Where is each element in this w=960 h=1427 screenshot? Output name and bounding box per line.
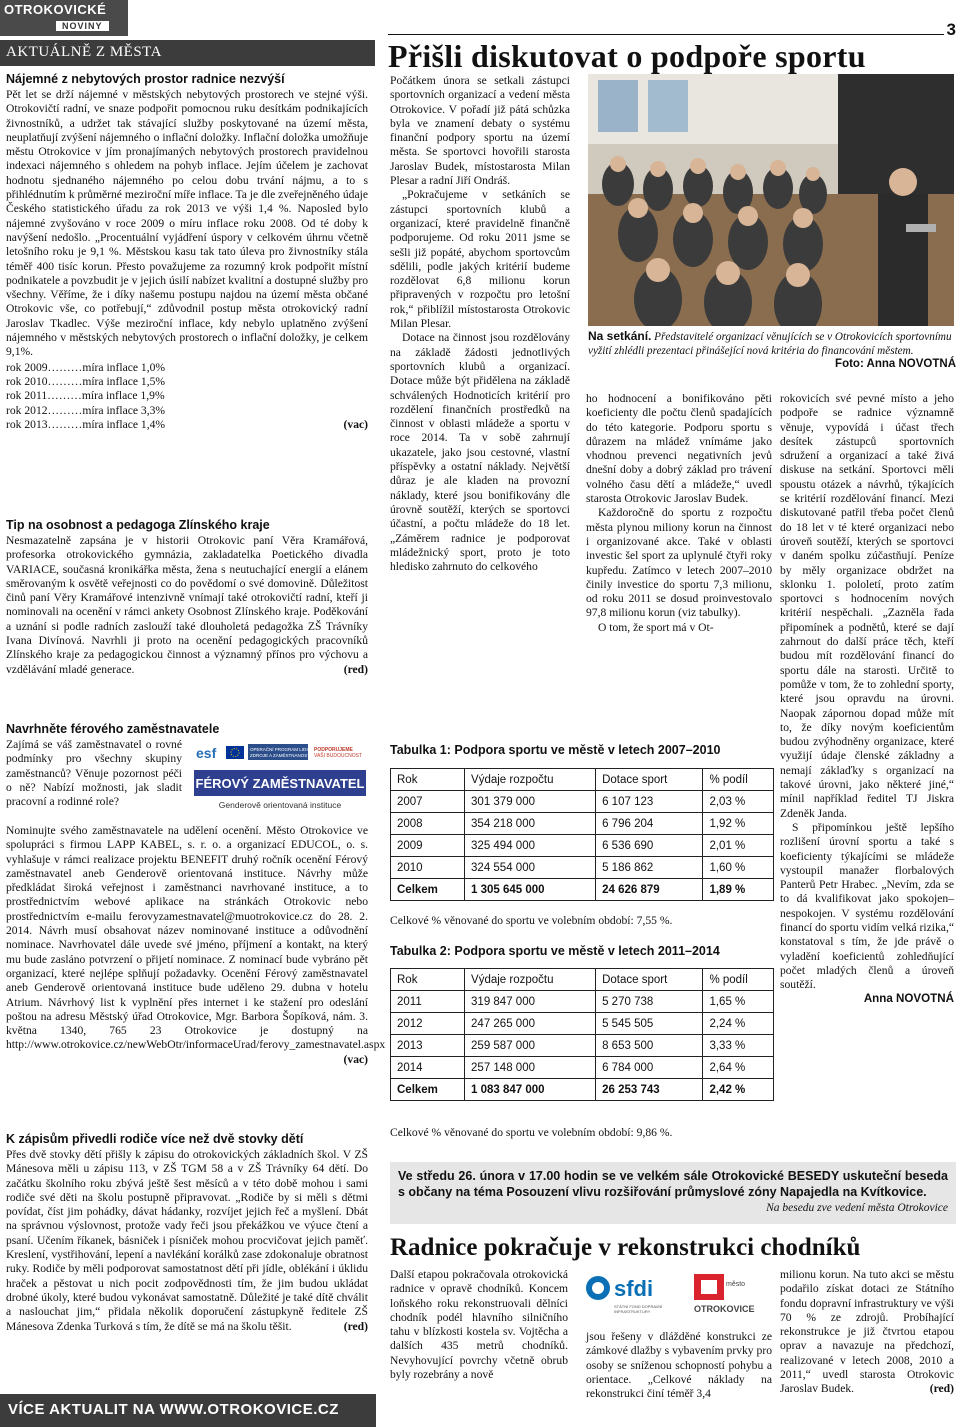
notice-sub: Na besedu zve vedení města Otrokovice <box>766 1202 948 1214</box>
masthead-brand: OTROKOVICKÉ <box>4 2 107 17</box>
table-cell: 2007 <box>391 791 465 813</box>
main-col3-p2: S připomínkou ještě lepšího rozlišení úrovní sportu a také s koeficienty týkajícími se mládeže vystoupil manažer florbalových Panterů Petr Hrabec. „Nevím, zda se to dá kvalifikovat jako spokojen–nespokojen. V systému rozdělování financí do sportu vidím velká rizika,“ konstatoval s tím, že jde právě o vyladění koeficientů zohledňující počet mladých členů a úroveň soutěží. <box>780 820 954 992</box>
table-cell: 324 554 000 <box>465 857 596 879</box>
notice-text <box>398 1168 948 1216</box>
table-header-cell: Rok <box>391 969 465 991</box>
table-cell: 259 587 000 <box>465 1035 596 1057</box>
table-header-row <box>391 769 774 791</box>
article-rent-sign: (vac) <box>343 417 368 431</box>
masthead-sub: NOVINY <box>56 21 109 31</box>
main-col1-p3: Dotace na činnost jsou rozdělovány na základě žádosti jednotlivých sportovních klubů a organizací. Dotace může být přidělena na základě schválených Hodnoticích kritérií pro rozdělení finančních prostředků na činnost v oblasti mládeže a sportu v roce 2014. Ta v sobě zahrnují ukazatele, jako jsou cestovné, vlastní příspěvky a ostatní náklady. Největší důraz je ale kladen na provozní náklady, které jsou bonifikovány dle úrovně soutěží, kterých se sportovci účastní, a počtu mládeže do 18 let. „Záměrem radnice je podporovat mládežnický sport, proto je toto hledisko zahrnuto do celkového <box>390 331 570 574</box>
main-col2 <box>586 392 772 635</box>
table-cell: 6 796 204 <box>596 813 703 835</box>
article-rent-title: Nájemné z nebytových prostor radnice nezvýší <box>6 72 285 86</box>
otrokovice-logo-text: OTROKOVICE <box>694 1304 755 1314</box>
main-col1-p2: „Pokračujeme v setkáních se zástupci sportovních klubů a organizací, které pravidelně finančně podporujeme. Od roku 2011 jsme se sešli již popáté, abychom sportovcům sdělili, podle jakých kritérií budeme rozdělovat 6,8 milionu korun připravených v rozpočtu pro letošní rok,“ přiblížil místostarosta Otrokovic Milan Plesar. <box>390 188 570 331</box>
article-tip <box>6 518 368 677</box>
table-cell: Celkem <box>391 879 465 901</box>
table2-note: Celkové % věnované do sportu ve volebním období: 9,86 %. <box>390 1126 673 1139</box>
table-row <box>391 835 774 857</box>
section-title: AKTUÁLNĚ Z MĚSTA <box>6 44 162 60</box>
enrollment-text: Přes dvě stovky dětí přišly k zápisu do otrokovických základních škol. V ZŠ Mánesova měli u zápisu 113, v ZŠ TGM 58 a v ZŠ Trávníky 64 dětí. Do začátku školního roku zbývá ještě šest měsíců a v této době mohou i sami rodiče své děti na školu postupně připravovat. „Rodiče by si měli s dětmi povídat, číst jim pohádky, dávat hádanky, rozvíjet jejich řeč a myšlení. Dbát na správnou výslovnost, protože vady řeči jsou překážkou ve výuce čtení a psaní. Učením říkanek, básniček i písniček mohou procvičovat jejich paměť. Kreslení, vystřihování, lepení a navlékání korálků zase zdokonaluje obratnost ruky. Rodiče by měli podporovat samostatnost dětí při jídle, oblékání i úklidu hraček a pěstovat u nich pocit zodpovědnosti tím, že jim budou ukládat drobné úkoly, které budou vykonávat samostatně. Důležité je také dítě chválit a naslouchat jim,“ přidala několik doporučení zástupkyně ředitele ZŠ Mánesova Zdenka Turková s tím, že dítě se má na školu těšit. <box>6 1148 368 1333</box>
table-cell: 2,64 % <box>703 1057 774 1079</box>
main-col1-p1: Počátkem února se setkali zástupci sportovních organizací a vedení města Otrokovice. V pořadí již pátá schůzka byla ve znamení debaty o systému finanční podpory sportu na území města. Se sportovci hovořili starosta Jaroslav Budek, místostarosta Milan Plesar a radní Jiří Ondráš. <box>390 74 570 188</box>
article-enrollment-title: K zápisům přivedli rodiče více než dvě stovky dětí <box>6 1132 304 1146</box>
sfdi-logos <box>584 1266 770 1326</box>
table-cell: 1,65 % <box>703 991 774 1013</box>
inflation-row: rok 2011………míra inflace 1,9% <box>6 389 165 403</box>
caption-credit: Foto: Anna NOVOTNÁ <box>835 358 956 370</box>
table-cell: 6 536 690 <box>596 835 703 857</box>
svg-text:VAŠI BUDOUCNOST: VAŠI BUDOUCNOST <box>314 753 362 759</box>
table-cell: 1 305 645 000 <box>465 879 596 901</box>
svg-text:PODPORUJEME: PODPORUJEME <box>314 747 353 753</box>
table-row <box>391 1057 774 1079</box>
article-tip-title: Tip na osobnost a pedagoga Zlínského kraje <box>6 518 270 532</box>
table-cell: 2010 <box>391 857 465 879</box>
bottom-col3-body: milionu korun. Na tuto akci se městu podařilo získat dotaci ze Státního fondu dopravní infrastruktury ve výši 70 % ze zdrojů. Probíhající rekonstrukce je již čtvrtou etapou oprav a navazuje na předchozí, realizované v letech 2008, 2010 a 2011,“ uvedl starosta Otrokovic Jaroslav Budek. <box>780 1268 954 1396</box>
bottom-col3 <box>780 1268 954 1397</box>
table-row <box>391 813 774 835</box>
svg-text:STÁTNÍ FOND DOPRAVNÍ: STÁTNÍ FOND DOPRAVNÍ <box>614 1304 663 1309</box>
table-cell: 3,33 % <box>703 1035 774 1057</box>
table-cell: 325 494 000 <box>465 835 596 857</box>
section-header <box>0 40 375 66</box>
sfdi-logo-text: sfdi <box>614 1276 654 1301</box>
table-cell: 2012 <box>391 1013 465 1035</box>
table-cell: 2,03 % <box>703 791 774 813</box>
mesto-logo-sub: město <box>726 1281 746 1288</box>
table-cell: 257 148 000 <box>465 1057 596 1079</box>
table1 <box>390 768 774 901</box>
table-cell: Celkem <box>391 1079 465 1101</box>
table-cell: 24 626 879 <box>596 879 703 901</box>
table-header-cell: % podíl <box>703 969 774 991</box>
table-cell: 1 083 847 000 <box>465 1079 596 1101</box>
table-cell: 26 253 743 <box>596 1079 703 1101</box>
table-header-row <box>391 969 774 991</box>
article-enrollment-sign: (red) <box>343 1319 368 1333</box>
table-cell: 1,60 % <box>703 857 774 879</box>
ferovy-logo-text: FÉROVÝ ZAMĚSTNAVATEL <box>195 776 365 791</box>
table-header-cell: % podíl <box>703 769 774 791</box>
ferovy-logo <box>192 740 368 820</box>
table-header-cell: Dotace sport <box>596 769 703 791</box>
footer-link[interactable]: VÍCE AKTUALIT NA WWW.OTROKOVICE.CZ <box>8 1401 339 1418</box>
table-cell: 1,89 % <box>703 879 774 901</box>
table2-caption: Tabulka 2: Podpora sportu ve městě v letech 2011–2014 <box>390 944 720 958</box>
article-employer-sign: (vac) <box>343 1052 368 1066</box>
main-col2-p3: O tom, že sport má v Ot- <box>598 620 714 634</box>
photo-caption <box>588 330 956 372</box>
article-enrollment <box>6 1132 368 1334</box>
employer-intro: Zajímá se váš zaměstnavatel o rovné podmínky pro všechny skupiny zaměstnanců? Věnuje pozornost péči o ně? Nabízí možnosti, jak sladit pracovní a rodinné role? <box>6 738 182 809</box>
notice-main: Ve středu 26. února v 17.00 hodin se ve velkém sále Otrokovické BESEDY uskuteční beseda s občany na téma Posouzení vlivu rozšiřování průmyslové zóny Napajedla na Kvítkovice. <box>398 1169 948 1199</box>
table-row <box>391 1013 774 1035</box>
article-employer <box>6 722 386 1067</box>
table-header-cell: Dotace sport <box>596 969 703 991</box>
svg-text:ZDROJE A ZAMĚSTNANOST: ZDROJE A ZAMĚSTNANOST <box>250 753 311 758</box>
table-cell: 2,01 % <box>703 835 774 857</box>
table-row <box>391 1035 774 1057</box>
table-cell: 6 107 123 <box>596 791 703 813</box>
top-rule <box>388 34 944 35</box>
table-cell: 2,42 % <box>703 1079 774 1101</box>
meeting-photo-graphic <box>588 74 954 326</box>
bottom-col2-text: jsou řešeny v dlážděné konstrukci ze zámkové dlažby s vybavením prvky pro osoby se sníženou schopností pohybu a orientace. „Celkové náklady na rekonstrukci činí téměř 3,4 <box>586 1330 772 1401</box>
bottom-col3-text <box>780 1268 954 1397</box>
bottom-col1 <box>390 1268 568 1382</box>
bottom-sign: (red) <box>929 1382 954 1396</box>
article-tip-sign: (red) <box>343 662 368 676</box>
article-rent <box>6 72 368 432</box>
inflation-row: rok 2009………míra inflace 1,0% <box>6 360 166 374</box>
masthead-logo <box>0 0 128 36</box>
meeting-photo <box>588 74 954 326</box>
article-enrollment-body <box>6 1148 368 1334</box>
employer-intro-block <box>6 738 368 824</box>
table-header-cell: Výdaje rozpočtu <box>465 969 596 991</box>
inflation-row: rok 2010………míra inflace 1,5% <box>6 374 166 388</box>
table-cell: 2011 <box>391 991 465 1013</box>
table-cell: 2014 <box>391 1057 465 1079</box>
inflation-row: rok 2012………míra inflace 3,3% <box>6 403 166 417</box>
main-author: Anna NOVOTNÁ <box>863 992 954 1006</box>
main-col2-p2: Každoročně do sportu z rozpočtu města plynou miliony korun na činnost i organizované akce. Také v oblasti investic šel sport za uplynulé čtyři roky kupředu. Zatímco v letech 2007–2010 činily investice do sportu 7,3 milionu, od roku 2011 se dosud proinvestovalo 97,8 milionu korun (viz tabulky). <box>586 506 772 620</box>
table-cell: 301 379 000 <box>465 791 596 813</box>
table-cell: 1,92 % <box>703 813 774 835</box>
article-employer-body <box>6 824 386 1066</box>
table-header-cell: Výdaje rozpočtu <box>465 769 596 791</box>
table-row <box>391 791 774 813</box>
table-cell: 354 218 000 <box>465 813 596 835</box>
main-title: Přišli diskutovat o podpoře sportu <box>388 38 866 74</box>
svg-text:esf: esf <box>196 745 217 761</box>
table-total-row <box>391 879 774 901</box>
sfdi-logo-graphic <box>584 1266 770 1326</box>
footer-bar <box>0 1394 376 1427</box>
inflation-list <box>6 361 368 432</box>
notice-box <box>390 1162 956 1224</box>
table-cell: 2013 <box>391 1035 465 1057</box>
table-total-row <box>391 1079 774 1101</box>
table-cell: 2,24 % <box>703 1013 774 1035</box>
table-cell: 8 653 500 <box>596 1035 703 1057</box>
table-cell: 5 270 738 <box>596 991 703 1013</box>
table-cell: 2009 <box>391 835 465 857</box>
page-number: 3 <box>946 20 956 39</box>
caption-text: Představitelé organizací věnujících se v Otrokovicích sportovnímu vyžití zhlédli prezentaci přinášející nová kritéria do financování městem. <box>588 331 952 357</box>
table-cell: 5 186 862 <box>596 857 703 879</box>
table2 <box>390 968 774 1101</box>
svg-text:INFRASTRUKTURY: INFRASTRUKTURY <box>614 1309 651 1314</box>
main-col3 <box>780 392 954 1007</box>
inflation-row-last: rok 2013………míra inflace 1,4% <box>6 417 166 431</box>
table1-caption: Tabulka 1: Podpora sportu ve městě v letech 2007–2010 <box>390 743 721 757</box>
table-row <box>391 991 774 1013</box>
article-tip-text: Nesmazatelně zapsána je v historii Otrokovic paní Věra Kramářová, profesorka otrokovického gymnázia, zakladatelka Poetického divadla VARIACE, současná kronikářka města, žena s neutuchající energií a elánem směrovaným k osvětě veřejnosti co do povědomí o své domovině. Důležitost činů paní Věry Kramářové intenzivně vnímají také otrokovičtí radní, kteří ji nominovali na ocenění v rámci ankety Osobnost Zlínského kraje. Poděkování a uznání si podle radních zaslouží také dlouholetá pedagožka ZŠ Trávníky Ivana Divínová. Navrhli ji proto na ocenění pedagogických pracovníků Zlínského kraje za pedagogickou činnost a významný přínos pro výchovu a vzdělávání mladé generace. <box>6 534 368 676</box>
bottom-col1-text: Další etapou pokračovala otrokovická radnice v opravě chodníků. Koncem loňského roku rekonstruovali dělníci chodník podél hlavního silničního tahu v blízkosti kostela sv. Vojtěcha a dalších 435 metrů chodníků. Nevyhovující povrchy včetně obrub byly rozebrány a nově <box>390 1268 568 1382</box>
article-employer-title: Navrhněte férového zaměstnavatele <box>6 722 220 736</box>
table-cell: 319 847 000 <box>465 991 596 1013</box>
main-col3-p1: rokovicích své pevné místo a jeho podpoře se radnice významně věnuje, vypovídá i účast třech desítek zástupců sportovních sdružení a organizací a také živá diskuse na setkání. Sportovci měli spoustu otázek a návrhů, týkajících se kritérií rozdělování financí. Mezi diskutované patřil třeba počet členů do 18 let v té které organizaci nebo úroveň soutěží, kterých se sportovci v daném spolku zúčastňují. Peníze by měly organizace obdržet na sklonku 1. pololetí, proto zatím sportovci s hodnocením nových kritérií nespěchali. „Zazněla řada připomínek a podnětů, které se dají zahrnout do další práce těch, kteří budou mít rozdělování financí do sportu dále na starosti. Určitě to pomůže v tom, že to zohlední sporty, které jsou opravdu na úrovni. Naopak zápornou dopad může mít to, že díky novým koeficientům budou zvýhodněny organizace, které využijí údaje členské základny a nemají záklaďky s organizací na takové úrovni, jako některé jiné,“ mínil například ředitel TJ Jiskra Zdeněk Janda. <box>780 392 954 820</box>
table1-note: Celkové % věnované do sportu ve volebním období: 7,55 %. <box>390 914 673 927</box>
ferovy-logo-sub: Genderově orientovaná instituce <box>218 800 342 810</box>
main-col1 <box>390 74 570 574</box>
table-header-cell: Rok <box>391 769 465 791</box>
table-cell: 247 265 000 <box>465 1013 596 1035</box>
svg-text:OPERAČNÍ PROGRAM LIDSKÉ: OPERAČNÍ PROGRAM LIDSKÉ <box>250 747 316 752</box>
article-tip-body <box>6 534 368 677</box>
caption-lead: Na setkání. <box>588 329 652 343</box>
table-cell: 6 784 000 <box>596 1057 703 1079</box>
table-row <box>391 857 774 879</box>
bottom-col2 <box>586 1330 772 1401</box>
main-col2-p1: ho hodnocení a bonifikováno pěti koeficienty dle počtu členů spadajících do této kategorie. Podporu sportu s důrazem na mládež vnímáme jako vhodnou prevenci negativních jevů dnešní doby a dobrý základ pro trávení volného času dětí a mládeže,“ uvedl starosta Otrokovic Jaroslav Budek. <box>586 392 772 506</box>
table-cell: 2008 <box>391 813 465 835</box>
employer-text: Nominujte svého zaměstnavatele na udělení ocenění. Město Otrokovice ve spolupráci s firmou LAPP KABEL, s. r. o. a organizací EDUCOL, o. s. vyhlašuje v rámci realizace projektu BENEFIT druhý ročník ocenění Férový zaměstnavatel aneb Genderově orientovaná instituce. Návrhy může předkládat široká veřejnost i zaměstnanci navrhované instituce, a to prostřednictvím webové aplikace na stránkách Otrokovic nebo prostřednictvím e-mailu ferovyzamestnavatel@muotrokovice.cz do 28. 2. 2014. Návrh musí obsahovat název nominované instituce a odůvodnění nominace. Navrhovatel dále uvede své jméno, příjmení a kontakt, na který mu bude zasláno potvrzení o přijetí nominace. Z nominací bude vybráno pět organizací, které nejlépe splňují požadavky. Ocenění Férový zaměstnavatel aneb Genderově orientovaná instituce bude uděleno 29. dubna v hotelu Atrium. Návrhový list k vyplnění přes internet i ke stažení pro odeslání poštou na adresu Městský úřad Otrokovice, Mgr. Barbora Šopíková, nám. 3. května 1340, 765 23 Otrokovice je dostupný na http://www.otrokovice.cz/newWebOtr/informaceUrad/ferovy_zamestnavatel.aspx <box>6 824 386 1052</box>
table-cell: 5 545 505 <box>596 1013 703 1035</box>
article-rent-body: Pět let se drží nájemné v městských nebytových prostorech ve stejné výši. Otrokovičtí radní, ve snaze podpořit pomocnou ruku desítkám podnikajících živnostníků, a udržet tak stávající služby poskytované na území města, neuplatňují zvýšení nájemného o inflační doložky. Inflační doložka umožňuje městu Otrokovice v jím pronajímaných nebytových prostorech pravidelnou indexaci nájemného s ohledem na pohyb inflace. Jejím účelem je zachovat hodnotu sjednaného nájemného po celou dobu trvání nájmu, a to s přihlédnutím k průměrné meziroční míře inflace. Ta je dle zveřejněného údaje Českého statistického úřadu za rok 2013 ve výši 1,4 %. Naposled bylo nájemné zvyšováno v roce 2009 o míru inflace roku 2008. Od té doby k navýšení nedošlo. „Procentuální vyjádření úspory v celkovém úhrnu včetně letošního roku je 9,1 %. Městskou kasu tak tato úleva pro živnostníky stála téměř 400 tisíc korun. Přesto považujeme za rozumný krok podpořit místní podnikatele a povzbudit je v jejich úsilí nabízet kvalitní a dostupné služby pro všechny. Věříme, že i díky našemu postupu najdou na území města občané Otrokovic vše, co potřebují,“ zdůvodnil postup města otrokovický radní Jaroslav Tkadlec. Výše meziroční inflace, kdy nebylo uplatněno zvýšení nájemného v městských nebytových prostorech o inflační doložky, je celkem 9,1%. <box>6 88 368 359</box>
inflation-row <box>6 418 368 432</box>
bottom-title: Radnice pokračuje v rekonstrukci chodníků <box>390 1234 861 1261</box>
ferovy-logo-graphic <box>192 740 368 820</box>
